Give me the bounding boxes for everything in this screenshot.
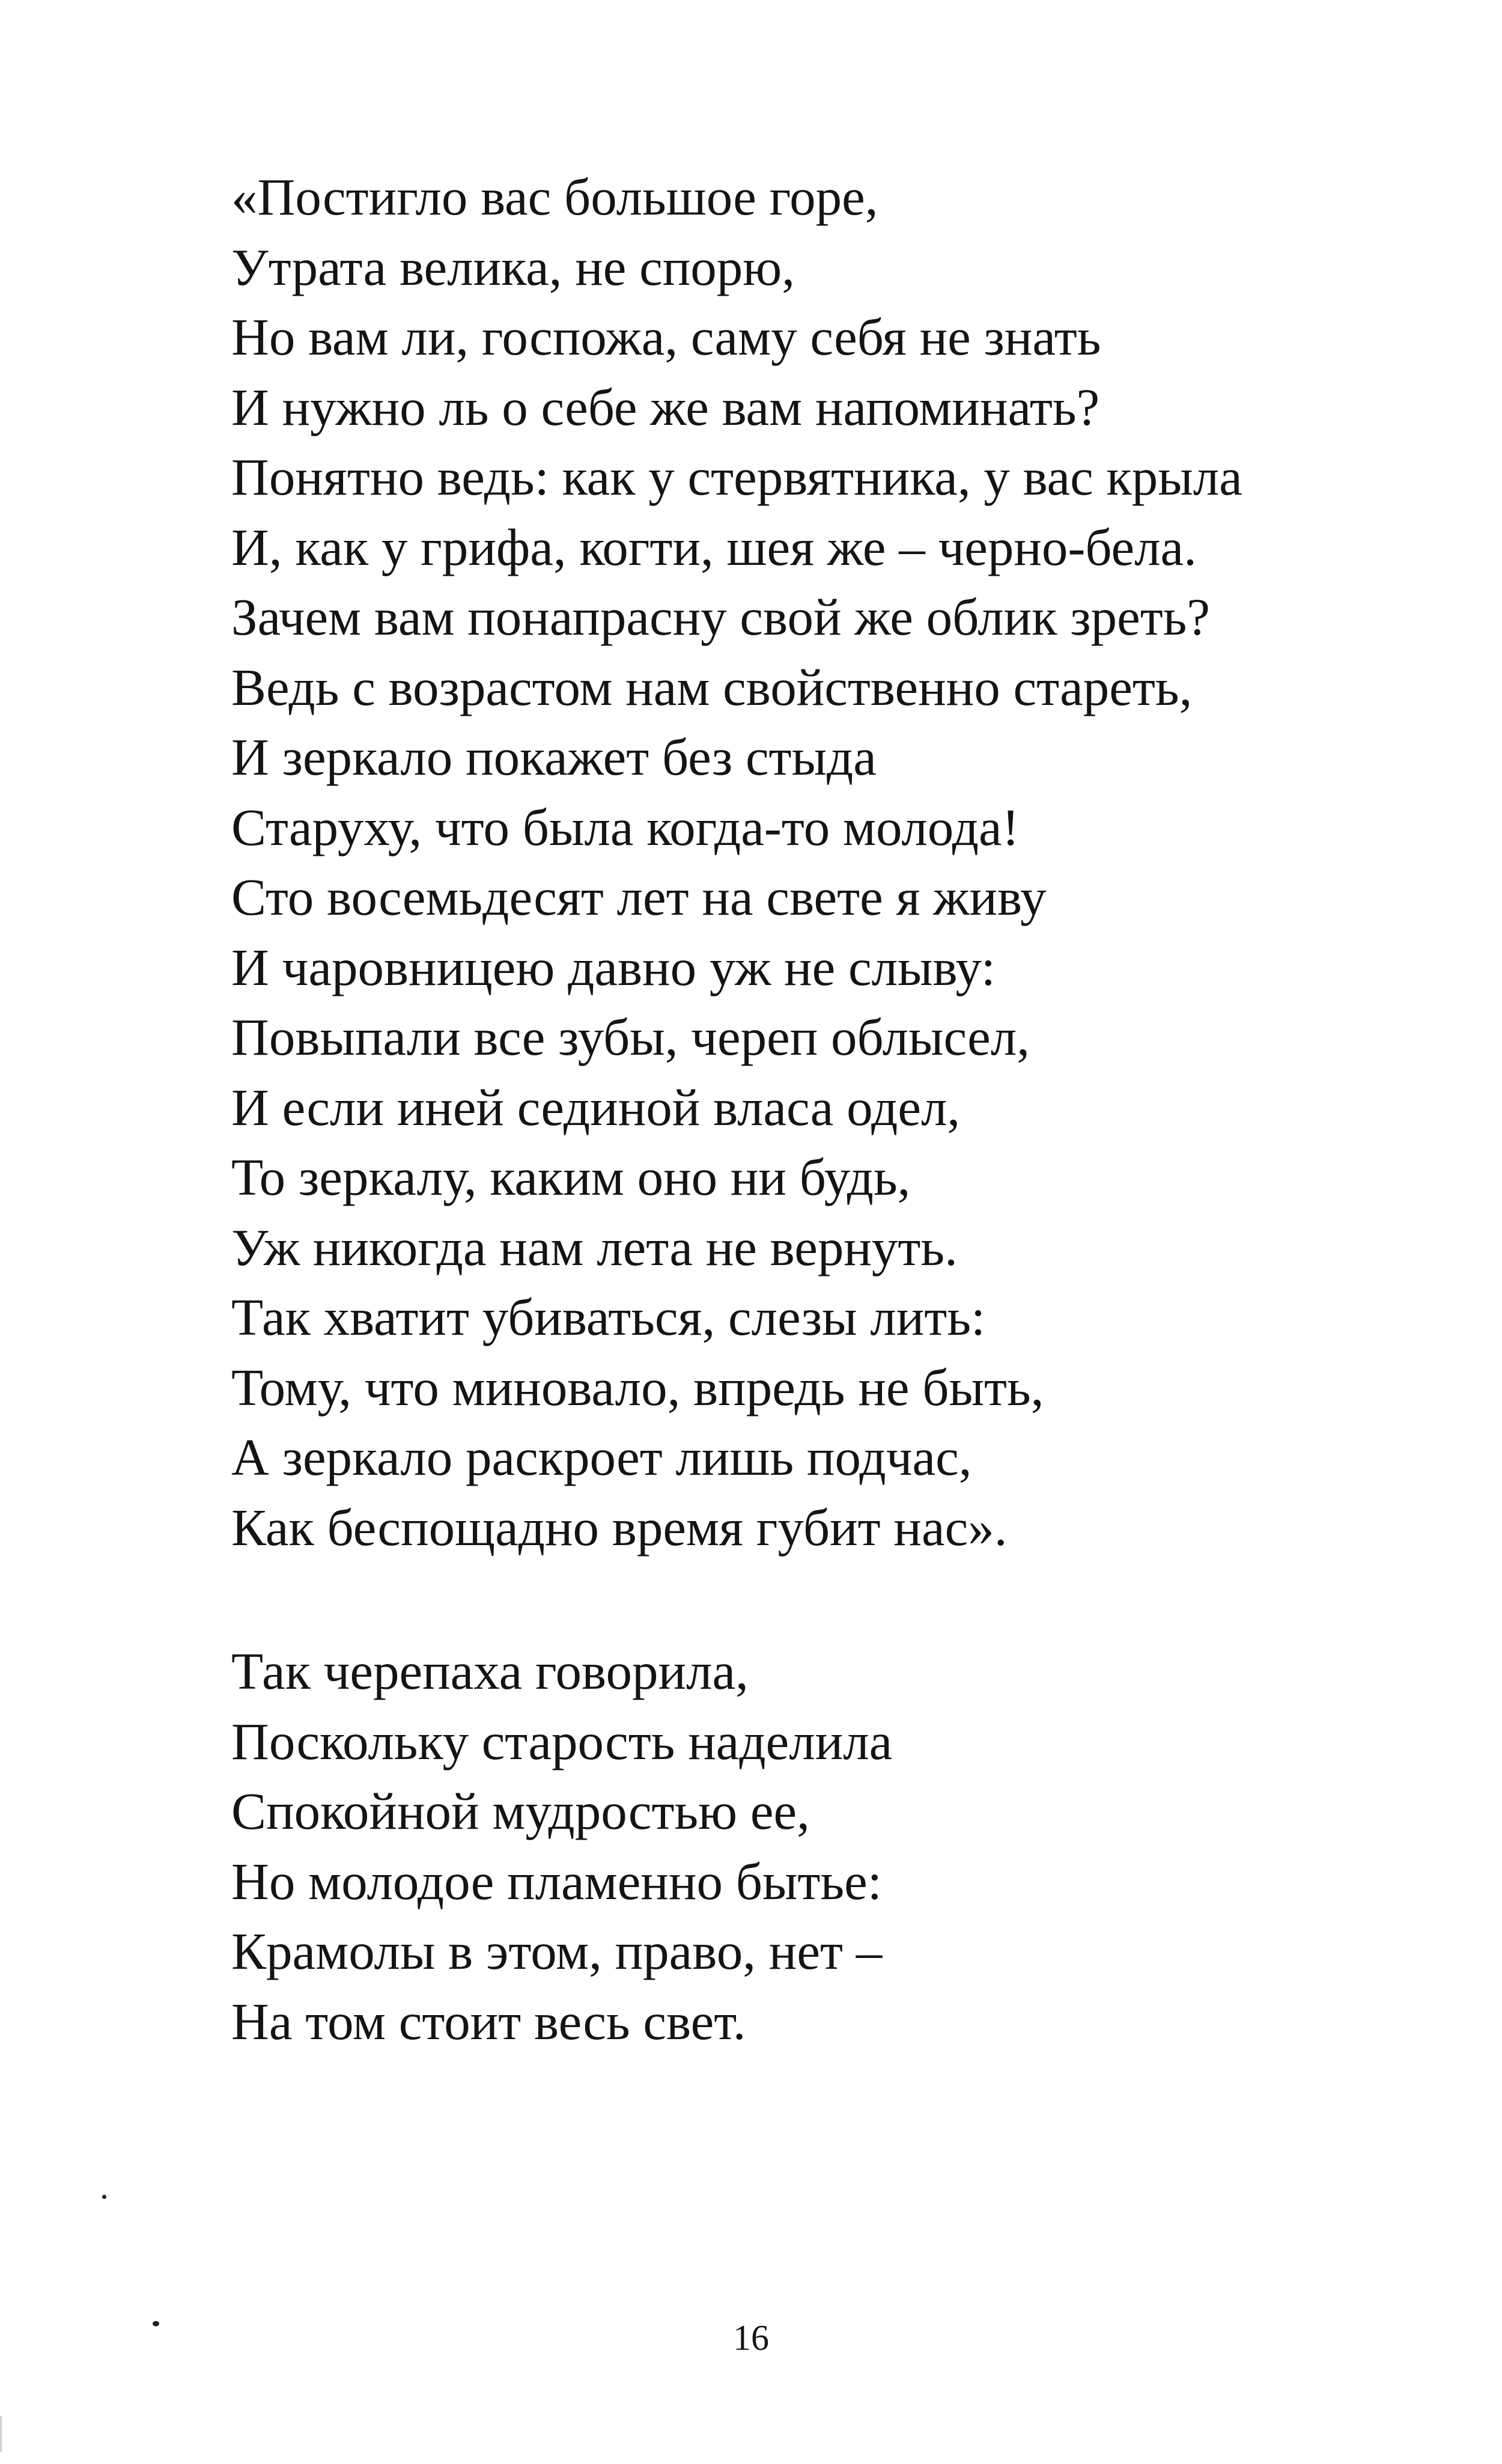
stanza-2 — [231, 1636, 1433, 2057]
poem-line: Поскольку старость наделила — [231, 1712, 893, 1770]
poem-line: На том стоит весь свет. — [231, 1992, 746, 2051]
stanza-1 — [231, 162, 1433, 1563]
scan-speck — [102, 2195, 106, 2199]
poem-line: Так черепаха говорила, — [231, 1642, 749, 1700]
poem-line: Повыпали все зубы, череп облысел, — [231, 1008, 1030, 1066]
poem-line: «Постигло вас большое горе, — [231, 168, 878, 226]
poem-line: Утрата велика, не спорю, — [231, 237, 795, 296]
poem-line: Но вам ли, госпожа, саму себя не знать — [231, 308, 1101, 366]
poem-line: И, как у грифа, когти, шея же – черно-бела. — [231, 517, 1197, 576]
poem-line: Крамолы в этом, право, нет – — [231, 1922, 883, 1980]
poem-line: Но молодое пламенно бытье: — [231, 1852, 882, 1911]
poem-line: Уж никогда нам лета не вернуть. — [231, 1218, 958, 1276]
poem-line: Старуху, что была когда-то молода! — [231, 797, 1020, 856]
poem-body — [231, 162, 1433, 2057]
poem-line: И нужно ль о себе же вам напоминать? — [231, 377, 1100, 436]
scan-speck — [153, 2321, 159, 2326]
poem-line: Зачем вам понапрасну свой же облик зреть? — [231, 588, 1211, 646]
page-number: 16 — [733, 2318, 769, 2358]
poem-line: Как беспощадно время губит нас». — [231, 1498, 1008, 1557]
poem-line: Сто восемьдесят лет на свете я живу — [231, 868, 1047, 926]
poem-line: Так хватит убиваться, слезы лить: — [231, 1288, 986, 1346]
poem-line: Ведь с возрастом нам свойственно стареть, — [231, 657, 1193, 716]
poem-line: А зеркало раскроет лишь подчас, — [231, 1428, 972, 1486]
poem-line: Спокойной мудростью ее, — [231, 1782, 810, 1840]
poem-line: И если иней сединой власа одел, — [231, 1078, 961, 1136]
poem-line: То зеркалу, каким оно ни будь, — [231, 1148, 911, 1206]
scan-edge-mark — [0, 2416, 2, 2452]
poem-line: Понятно ведь: как у стервятника, у вас крыла — [231, 448, 1242, 506]
poem-line: И зеркало покажет без стыда — [231, 728, 877, 786]
poem-line: Тому, что миновало, впредь не быть, — [231, 1358, 1044, 1416]
poem-line: И чаровницею давно уж не слыву: — [231, 938, 996, 996]
